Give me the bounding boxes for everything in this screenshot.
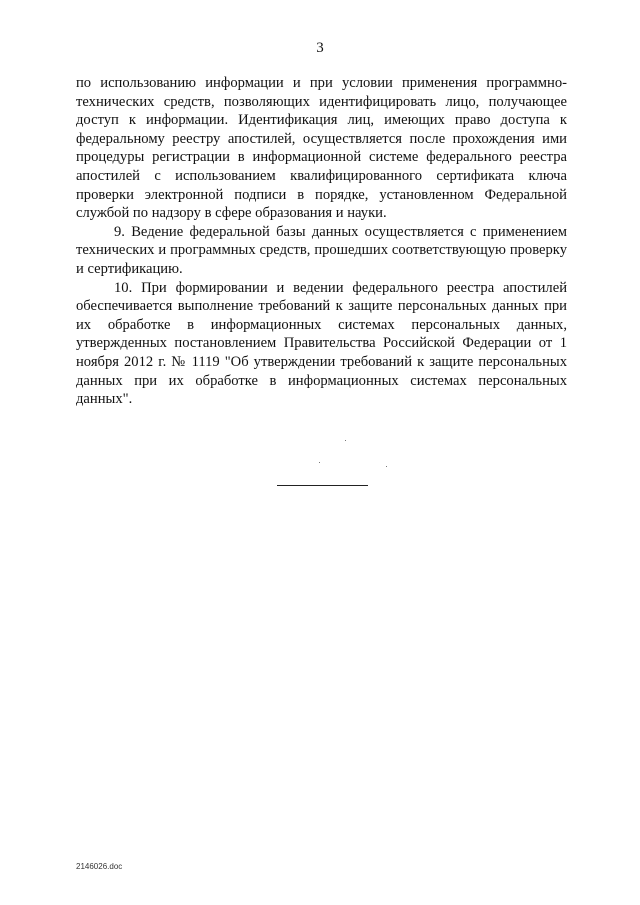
scan-speck — [386, 466, 387, 467]
paragraph-item-10: 10. При формировании и ведении федерального реестра апостилей обеспечивается выполнение требований к защите персональных данных при их обработке в информационных системах персональных данных, утвержденных постановлением Правительства Российской Федерации от 1 ноября 2012 г. № 1119 "Об утверждении требований к защите персональных данных при их обработке в информационных системах персональных данных". — [76, 279, 567, 408]
page-number: 3 — [316, 40, 324, 56]
document-body — [76, 74, 567, 409]
end-of-document-rule — [277, 485, 368, 486]
scan-speck — [319, 462, 320, 463]
paragraph-item-9: 9. Ведение федеральной базы данных осуществляется с применением технических и программных средств, прошедших соответствующую проверку и сертификацию. — [76, 223, 567, 277]
footer-file-reference: 2146026.doc — [76, 862, 123, 871]
paragraph-continuation: по использованию информации и при условии применения программно-технических средств, позволяющих идентифицировать лицо, получающее доступ к информации. Идентификация лиц, имеющих право доступа к федеральному реестру апостилей, осуществляется после прохождения ими процедуры регистрации в информационной системе федерального реестра апостилей с использованием квалифицированного сертификата ключа проверки электронной подписи в порядке, установленном Федеральной службой по надзору в сфере образования и науки. — [76, 75, 567, 222]
scan-speck — [345, 440, 346, 441]
